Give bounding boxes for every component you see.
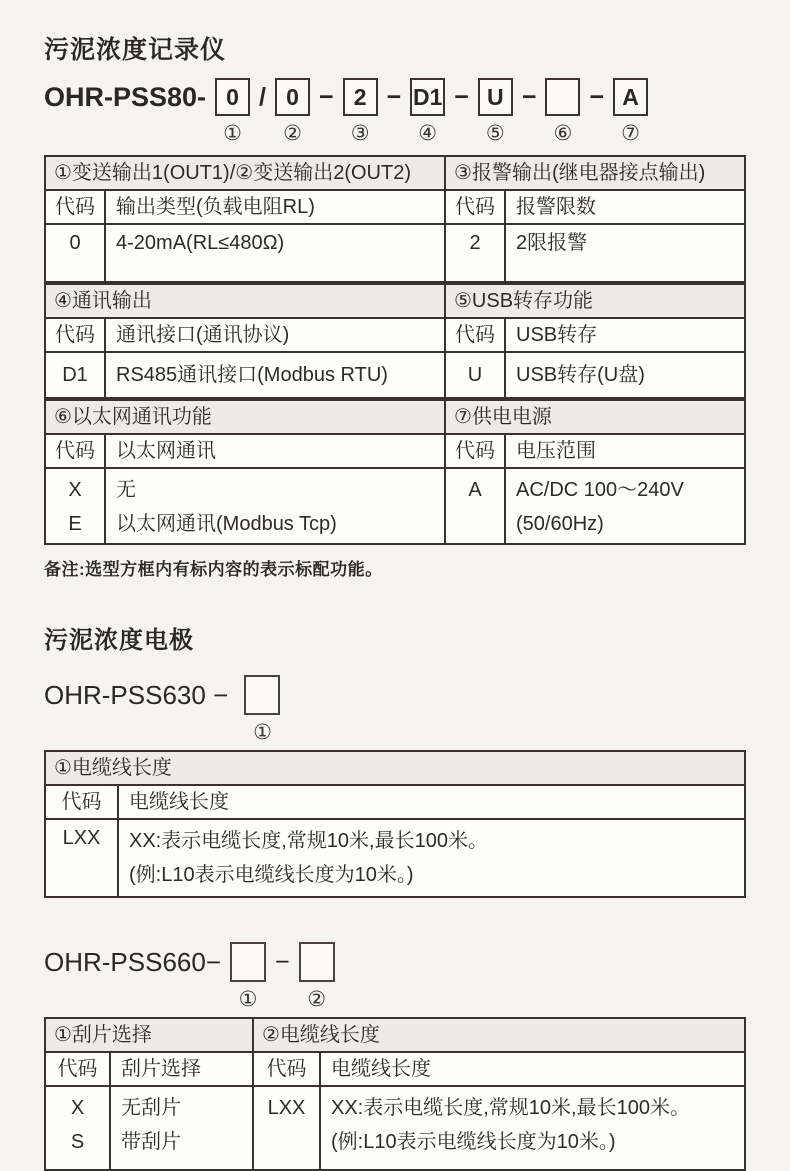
code-x: X: [68, 479, 82, 501]
pss660-option-slot-1: [230, 942, 266, 1011]
pss630-desc-cell: [118, 819, 745, 897]
pss660-left-desc-header: 刮片选择: [110, 1052, 253, 1086]
scraper-none: 无刮片: [121, 1097, 181, 1119]
group2-right-code-header: 代码: [445, 318, 505, 352]
separator-slash: /: [259, 83, 266, 111]
pss660-left-title: ①刮片选择: [45, 1018, 253, 1052]
pss630-circled-number-1: ①: [253, 721, 272, 744]
model-option-slot-3: [343, 78, 378, 145]
group2-right-desc-cell: USB转存(U盘): [505, 352, 745, 398]
group1-left-desc-header: 输出类型(负载电阻RL): [105, 190, 445, 224]
pss630-table: [44, 750, 746, 898]
option-box-5: U: [478, 78, 513, 116]
group1-right-code-header: 代码: [445, 190, 505, 224]
group2-right-code-cell: U: [445, 352, 505, 398]
cable-length-line-1: XX:表示电缆长度,常规10米,最长100米。: [331, 1097, 690, 1119]
group3-right-title: ⑦供电电源: [445, 400, 745, 434]
group2-right-title: ⑤USB转存功能: [445, 284, 745, 318]
pss660-right-code-header: 代码: [253, 1052, 320, 1086]
pss660-option-box-2-empty: [299, 942, 335, 982]
recorder-table-group-2: [44, 283, 746, 399]
cable-length-line-1: XX:表示电缆长度,常规10米,最长100米。: [129, 830, 488, 852]
option-box-3: 2: [343, 78, 378, 116]
group3-left-code-header: 代码: [45, 434, 105, 468]
group2-right-desc-header: USB转存: [505, 318, 745, 352]
recorder-table-group-1: [44, 155, 746, 283]
group1-left-code-header: 代码: [45, 190, 105, 224]
separator-dash: −: [589, 83, 605, 111]
cable-length-line-2: (例:L10表示电缆线长度为10米。): [331, 1131, 616, 1153]
code-a: A: [468, 479, 482, 501]
model-option-slot-7: [613, 78, 648, 145]
separator-dash: −: [319, 83, 334, 111]
group1-left-title: ①变送输出1(OUT1)/②变送输出2(OUT2): [45, 156, 445, 190]
group3-left-desc-cell: [105, 468, 445, 544]
group3-right-desc-cell: [505, 468, 745, 544]
pss630-table-title: ①电缆线长度: [45, 751, 745, 785]
electrode-section-title: 污泥浓度电极: [44, 627, 194, 654]
group3-right-code-cell: [445, 468, 505, 544]
pss660-right-desc-header: 电缆线长度: [320, 1052, 745, 1086]
code-lxx: LXX: [267, 1097, 306, 1119]
option-box-1: 0: [215, 78, 250, 116]
circled-number-4: ④: [418, 122, 438, 145]
voltage-line-1: AC/DC 100～240V: [516, 479, 684, 501]
circled-number-5: ⑤: [485, 122, 505, 145]
group3-left-title: ⑥以太网通讯功能: [45, 400, 445, 434]
model-option-slot-1: [215, 78, 250, 145]
pss660-right-code-cell: [253, 1086, 320, 1170]
pss630-option-box-empty: [244, 675, 280, 715]
option-box-2: 0: [275, 78, 310, 116]
pss660-circled-number-2: ②: [307, 988, 327, 1011]
group2-left-code-cell: D1: [45, 352, 105, 398]
pss630-code-cell: LXX: [45, 819, 118, 897]
group2-left-title: ④通讯输出: [45, 284, 445, 318]
pss660-model-prefix: OHR-PSS660−: [44, 947, 222, 977]
separator-dash: −: [275, 948, 290, 976]
pss630-model-prefix: OHR-PSS630 −: [44, 680, 236, 710]
group3-left-code-cell: [45, 468, 105, 544]
model-option-slot-4: [410, 78, 445, 145]
group1-left-desc-cell: 4-20mA(RL≤480Ω): [105, 224, 445, 282]
option-box-6-empty: [545, 78, 580, 116]
circled-number-3: ③: [350, 122, 370, 145]
circled-number-6: ⑥: [553, 122, 573, 145]
pss630-code-header: 代码: [45, 785, 118, 819]
recorder-model-prefix: OHR-PSS80-: [44, 82, 207, 112]
pss660-table: [44, 1017, 746, 1171]
group2-left-desc-cell: RS485通讯接口(Modbus RTU): [105, 352, 445, 398]
group1-right-title: ③报警输出(继电器接点输出): [445, 156, 745, 190]
voltage-line-2: (50/60Hz): [516, 513, 604, 535]
cable-length-line-2: (例:L10表示电缆线长度为10米。): [129, 864, 414, 886]
group3-right-code-header: 代码: [445, 434, 505, 468]
model-option-slot-5: [478, 78, 513, 145]
group1-left-code-cell: 0: [45, 224, 105, 282]
pss660-left-desc-cell: [110, 1086, 253, 1170]
group2-left-desc-header: 通讯接口(通讯协议): [105, 318, 445, 352]
group2-left-code-header: 代码: [45, 318, 105, 352]
code-x: X: [70, 1097, 85, 1119]
separator-dash: −: [521, 83, 537, 111]
recorder-note: 备注:选型方框内有标内容的表示标配功能。: [44, 560, 383, 579]
circled-number-2: ②: [283, 122, 302, 145]
group1-right-desc-header: 报警限数: [505, 190, 745, 224]
circled-number-7: ⑦: [621, 122, 640, 145]
pss660-right-title: ②电缆线长度: [253, 1018, 745, 1052]
desc-ethernet: 以太网通讯(Modbus Tcp): [116, 513, 337, 535]
desc-none: 无: [116, 479, 136, 501]
pss660-option-box-1-empty: [230, 942, 266, 982]
pss660-option-slot-2: [299, 942, 335, 1011]
pss660-right-desc-cell: [320, 1086, 745, 1170]
group1-right-code-cell: 2: [445, 224, 505, 282]
recorder-table-group-3: [44, 399, 746, 545]
model-option-slot-6: [545, 78, 580, 145]
group1-right-desc-cell: 2限报警: [505, 224, 745, 282]
separator-dash: −: [386, 83, 402, 111]
separator-dash: −: [454, 83, 469, 111]
pss660-left-code-cell: [45, 1086, 110, 1170]
scraper-with: 带刮片: [121, 1131, 181, 1153]
group3-left-desc-header: 以太网通讯: [105, 434, 445, 468]
pss630-model-code-line: [44, 675, 746, 744]
pss630-desc-header: 电缆线长度: [118, 785, 745, 819]
model-option-slot-2: [275, 78, 310, 145]
group3-right-desc-header: 电压范围: [505, 434, 745, 468]
pss660-left-code-header: 代码: [45, 1052, 110, 1086]
pss630-option-slot-1: [244, 675, 280, 744]
recorder-section-title: 污泥浓度记录仪: [44, 36, 227, 64]
circled-number-1: ①: [223, 122, 242, 145]
recorder-model-code-line: [44, 78, 746, 145]
option-box-4: D1: [410, 78, 445, 116]
code-e: E: [68, 513, 82, 535]
pss660-circled-number-1: ①: [238, 988, 258, 1011]
pss660-model-code-line: [44, 942, 746, 1011]
option-box-7: A: [613, 78, 648, 116]
code-s: S: [70, 1131, 85, 1153]
